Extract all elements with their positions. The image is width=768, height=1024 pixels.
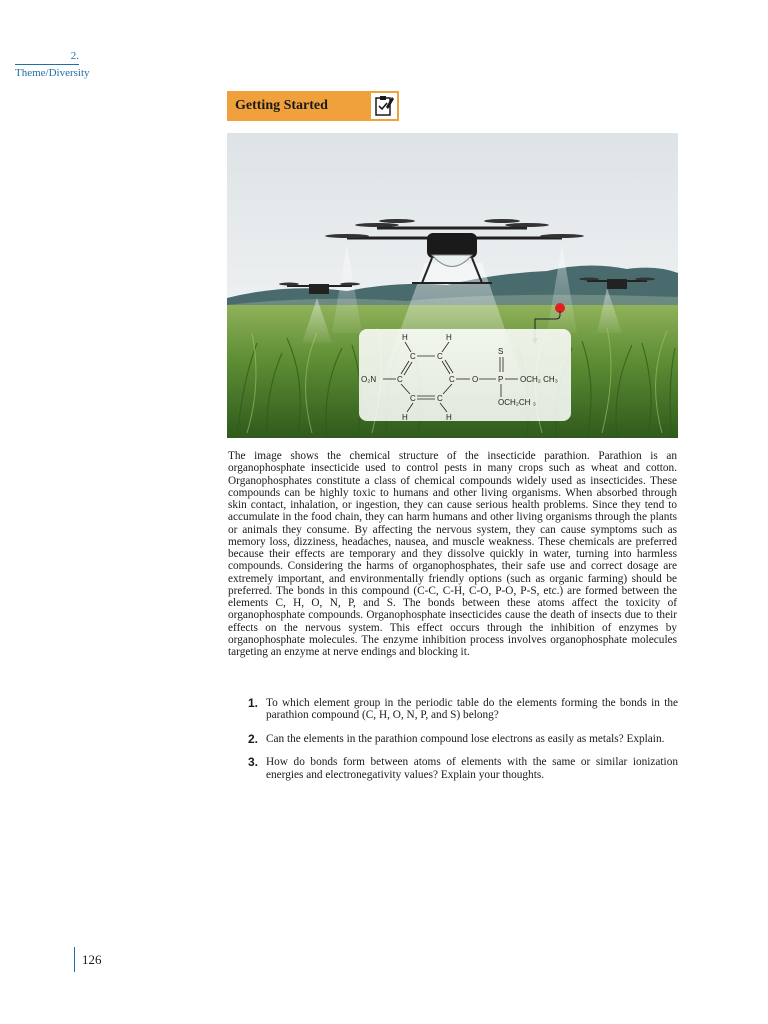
atom-c-bottom-left: C	[410, 394, 416, 403]
atom-c-bottom-right: C	[437, 394, 443, 403]
question-number: 1.	[247, 696, 258, 710]
atom-p: P	[498, 375, 504, 384]
clipboard-check-icon	[371, 93, 397, 119]
page-number-bar	[74, 947, 75, 972]
atom-h-bottom-right: H	[446, 413, 452, 422]
atom-h-top-left: H	[402, 333, 408, 342]
getting-started-title: Getting Started	[235, 98, 328, 113]
atom-o: O	[472, 375, 479, 384]
question-number: 3.	[247, 755, 258, 770]
theme-label: Theme/Diversity	[15, 67, 90, 79]
page-number: 126	[82, 951, 102, 967]
atom-och2ch3-right: OCH₂ CH₃	[520, 375, 558, 384]
question-item	[228, 697, 678, 722]
theme-header	[15, 50, 115, 80]
question-number: 2.	[247, 731, 258, 746]
atom-o2n: O₂N	[361, 375, 377, 384]
atom-h-top-right: H	[446, 333, 452, 342]
getting-started-banner	[227, 91, 399, 121]
question-text: To which element group in the periodic table do the elements forming the bonds in the parathion compound (C, H, O, N, P, and S) belong?	[266, 697, 678, 722]
question-text: How do bonds form between atoms of elements with the same or similar ionization energies and electronegativity values? Explain your thoughts.	[266, 756, 678, 781]
drone-field-photo	[227, 133, 678, 438]
page-footer	[74, 947, 102, 972]
atom-c-right: C	[449, 375, 455, 384]
atom-och2ch3-bottom: OCH₂CH ₃	[498, 398, 536, 407]
theme-number: 2.	[15, 50, 79, 65]
question-item	[228, 733, 678, 745]
atom-s: S	[498, 347, 504, 356]
atom-c-top-right: C	[437, 352, 443, 361]
question-item	[228, 756, 678, 781]
question-text: Can the elements in the parathion compound lose electrons as easily as metals? Explain.	[266, 732, 665, 745]
atom-h-bottom-left: H	[402, 413, 408, 422]
body-paragraph: The image shows the chemical structure of the insecticide parathion. Parathion is an organophosphate insecticide used to control pests in many crops such as wheat and cotton. Organophosphates constitute a class of chemical compounds widely used as insecticides. These compounds can be highly toxic to humans and other living organisms. When absorbed through skin contact, inhalation, or ingestion, they can cause serious health problems. Since they tend to accumulate in the food chain, they can harm humans and other living organisms through the plants or animals they consume. By affecting the nervous system, they can cause symptoms such as memory loss, dizziness, headaches, nausea, and muscle weakness. These chemicals are preferred because their effects are temporary and they dissolve quickly in water, turning into harmless compounds. Considering the harms of organophosphates, their safe use and correct dosage are extremely important, and environmentally friendly options (such as organic farming) should be preferred. The bonds in this compound (C-C, C-H, C-O, P-O, P-S, etc.) are formed between the elements C, H, O, N, P, and S. The bonds between these atoms affect the toxicity of organophosphate compounds. Organophosphate insecticides cause the death of insects due to their effects on the nervous system. This effect occurs through the inhibition of enzymes by organophosphate molecules. The enzyme inhibition process involves organophosphate molecules targeting an enzyme at nerve endings and blocking it.	[228, 450, 677, 658]
atom-c-left: C	[397, 375, 403, 384]
question-list	[228, 697, 678, 792]
atom-c-top-left: C	[410, 352, 416, 361]
